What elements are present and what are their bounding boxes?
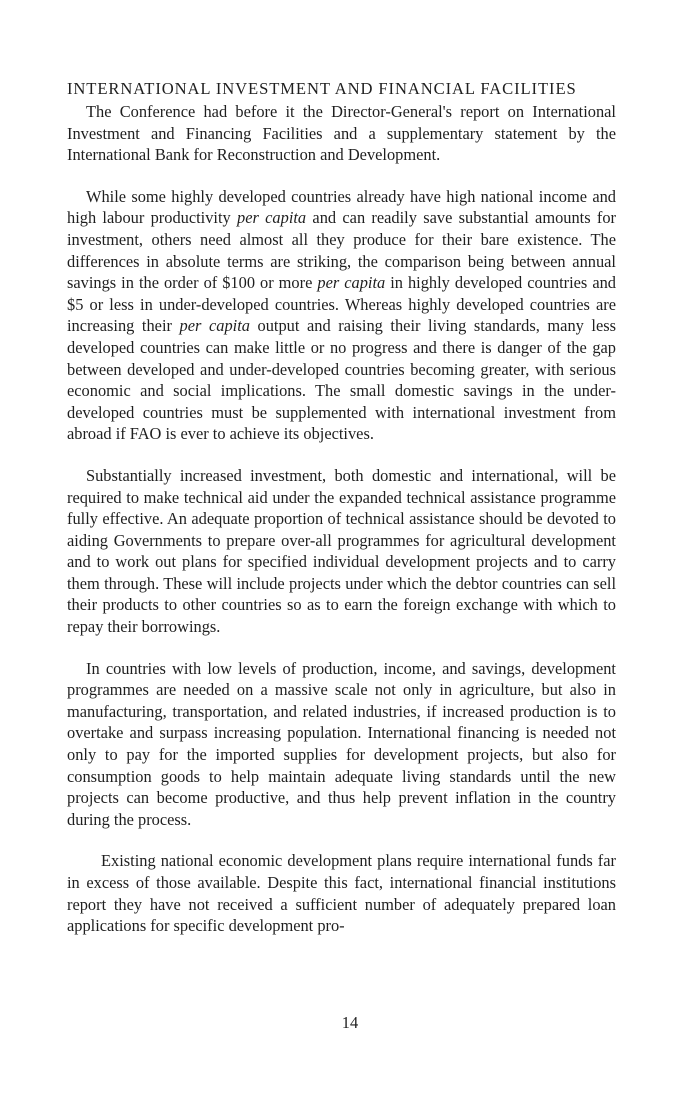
text-run: and can readily save substantial amounts for investment, others need almost all they produce for their bare existence. The differences in absolute terms are striking, the comparison being between annual savings in the order of $100 or more (67, 208, 616, 293)
italic-per-capita: per capita (179, 316, 250, 336)
document-page (67, 78, 616, 937)
paragraph-savings-comparison (67, 186, 616, 445)
paragraph-national-plans: Existing national economic development plans require international funds far in excess of those available. Despite this fact, international financial institutions report they have not received a sufficient number of adequately prepared loan applications for specific development pro- (67, 851, 616, 936)
italic-per-capita: per capita (237, 208, 307, 228)
section-heading: INTERNATIONAL INVESTMENT AND FINANCIAL FACILITIES (67, 79, 577, 98)
page-number: 14 (341, 1013, 359, 1032)
paragraph-development-programmes: In countries with low levels of production, income, and savings, development programmes are needed on a massive scale not only in agriculture, but also in manufacturing, transportation, and related industries, if increased production is to overtake and surpass increasing population. International financing is needed not only to pay for the imported supplies for development projects, but also for consumption goods to help maintain adequate living standards until the new projects can become productive, and thus help prevent inflation in the country during the process. (67, 658, 616, 829)
paragraph-technical-assistance: Substantially increased investment, both domestic and international, will be required to make technical aid under the expanded technical assistance programme fully effective. An adequate proportion of technical assistance should be devoted to aiding Governments to prepare over-all programmes for agricultural development and to work out plans for specified individual development projects and to carry them through. These will include projects under which the debtor countries can sell their products to other countries so as to earn the foreign exchange with which to repay their borrowings. (67, 465, 616, 637)
text-run: While some highly developed countries already have high national income and high labour productivity (67, 186, 616, 228)
text-run: in highly developed countries and $5 or less in under-developed countries. Whereas highly developed countries are increasing their (67, 273, 616, 336)
italic-per-capita: per capita (317, 273, 386, 293)
text-run: output and raising their living standards, many less developed countries can make little or no progress and there is danger of the gap between developed and under-developed countries becoming greater, with serious economic and social implications. The small domestic savings in the under-developed countries must be supplemented with international investment from abroad if FAO is ever to achieve its objectives. (67, 316, 617, 444)
paragraph-conference-report: The Conference had before it the Director-General's report on International Investment and Financing Facilities and a supplementary statement by the International Bank for Reconstruction and Development. (67, 102, 616, 165)
